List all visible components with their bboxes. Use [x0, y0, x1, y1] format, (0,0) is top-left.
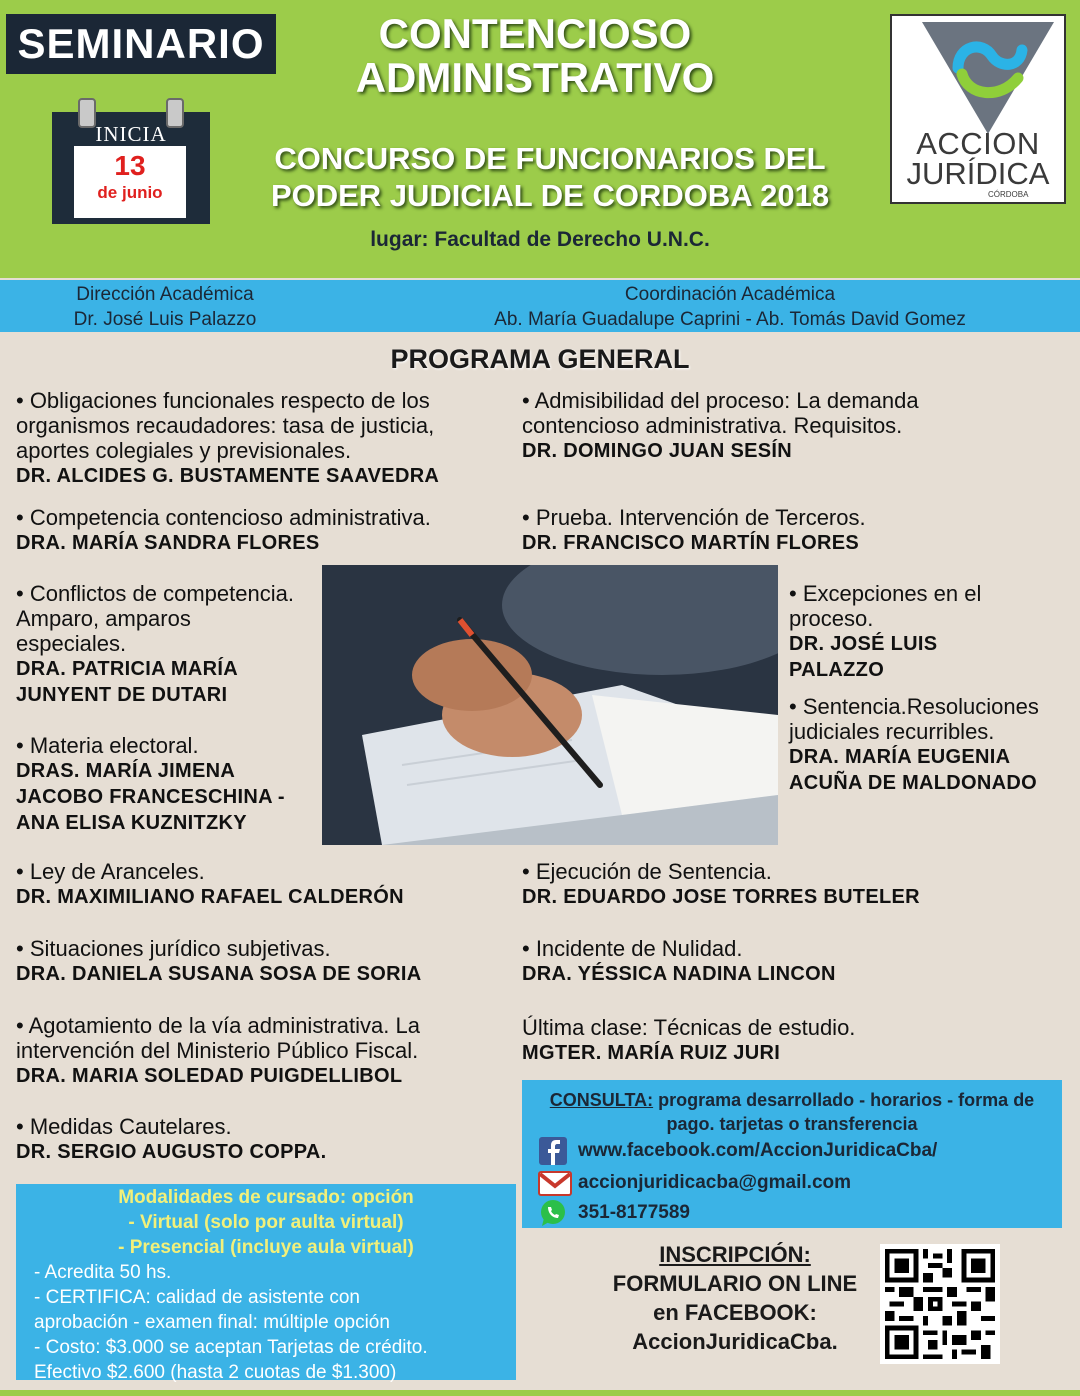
logo-text-accion: ACCION — [916, 126, 1040, 161]
calendar-day: 13 — [114, 150, 146, 181]
direccion-academica — [50, 282, 280, 332]
program-item — [16, 859, 506, 910]
item-speaker: DR. JOSÉ LUIS PALAZZO — [789, 633, 938, 681]
item-speaker: DRA. MARÍA SANDRA FLORES — [16, 532, 320, 554]
program-item — [522, 1015, 1002, 1066]
program-item — [789, 581, 1009, 683]
modalidades-title: Modalidades de cursado: opción — [118, 1187, 414, 1208]
item-topic: • Incidente de Nulidad. — [522, 936, 743, 961]
item-speaker: DR. DOMINGO JUAN SESÍN — [522, 440, 792, 462]
item-speaker: DR. MAXIMILIANO RAFAEL CALDERÓN — [16, 886, 404, 908]
consulta-label: CONSULTA: — [549, 1090, 654, 1110]
item-topic: • Ley de Aranceles. — [16, 859, 205, 884]
header-banner — [0, 0, 1080, 278]
item-topic: • Obligaciones funcionales respecto de los organismos recaudadores: tasa de justicia, aportes colegiales y previsionales. — [16, 388, 435, 463]
logo-text-juridica: JURÍDICA — [906, 156, 1050, 191]
item-speaker: MGTER. MARÍA RUIZ JURI — [522, 1042, 781, 1064]
calendar-page — [74, 146, 186, 218]
accion-juridica-logo — [890, 14, 1066, 204]
modalidades-certifica: - CERTIFICA: calidad de asistente con — [34, 1287, 360, 1308]
academic-band — [0, 280, 1080, 332]
inscripcion-line2: en FACEBOOK: — [653, 1300, 817, 1325]
item-topic: • Sentencia.Resoluciones judiciales recurribles. — [789, 694, 1039, 744]
direccion-title: Dirección Académica — [76, 284, 254, 305]
item-speaker: DRA. MARIA SOLEDAD PUIGDELLIBOL — [16, 1065, 403, 1087]
item-topic: • Situaciones jurídico subjetivas. — [16, 936, 331, 961]
modalidades-aprobacion: aprobación - examen final: múltiple opción — [34, 1312, 390, 1333]
item-speaker: DRA. DANIELA SUSANA SOSA DE SORIA — [16, 963, 422, 985]
program-item — [522, 936, 1002, 987]
program-item — [16, 1013, 496, 1089]
direccion-name: Dr. José Luis Palazzo — [73, 309, 257, 330]
item-topic: • Admisibilidad del proceso: La demanda contencioso administrativa. Requisitos. — [522, 388, 919, 438]
item-speaker: DR. ALCIDES G. BUSTAMENTE SAAVEDRA — [16, 465, 440, 487]
modalidades-acredita: - Acredita 50 hs. — [34, 1262, 172, 1283]
writing-photo — [322, 565, 778, 845]
inscripcion — [590, 1240, 880, 1356]
qr-code-icon — [880, 1244, 1000, 1364]
program-item — [16, 1114, 506, 1165]
item-topic: • Prueba. Intervención de Terceros. — [522, 505, 866, 530]
subtitle-line2: PODER JUDICIAL DE CORDOBA 2018 — [270, 178, 830, 213]
main-title-line2: ADMINISTRATIVO — [355, 54, 715, 101]
program-item — [16, 936, 506, 987]
bottom-divider — [0, 1390, 1080, 1396]
item-topic: • Agotamiento de la vía administrativa. La intervención del Ministerio Público Fiscal. — [16, 1013, 420, 1063]
program-item — [522, 505, 992, 556]
inscripcion-title: INSCRIPCIÓN: — [659, 1242, 811, 1267]
inscripcion-line1: FORMULARIO ON LINE — [612, 1271, 858, 1296]
item-topic: • Ejecución de Sentencia. — [522, 859, 772, 884]
photo-illustration — [322, 565, 778, 845]
item-speaker: DR. FRANCISCO MARTÍN FLORES — [522, 532, 859, 554]
consulta-box — [522, 1080, 1062, 1228]
program-item — [16, 581, 306, 708]
facebook-url[interactable]: www.facebook.com/AccionJuridicaCba/ — [578, 1140, 938, 1161]
item-speaker: DRAS. MARÍA JIMENA JACOBO FRANCESCHINA - ANA ELISA KUZNITZKY — [16, 760, 285, 834]
calendar-inicia: INICIA — [95, 122, 167, 146]
email-address[interactable]: accionjuridicacba@gmail.com — [578, 1172, 852, 1193]
coordinacion-title: Coordinación Académica — [624, 284, 836, 305]
facebook-icon — [538, 1137, 568, 1165]
modalidades-box — [16, 1184, 516, 1383]
whatsapp-icon — [538, 1199, 568, 1227]
mail-icon — [538, 1169, 568, 1197]
item-topic: • Competencia contencioso administrativa. — [16, 505, 431, 530]
program-item — [522, 388, 992, 464]
phone-link[interactable] — [538, 1198, 690, 1228]
modalidades-costo: - Costo: $3.000 se aceptan Tarjetas de crédito. — [34, 1337, 428, 1358]
item-speaker: DR. EDUARDO JOSE TORRES BUTELER — [522, 886, 920, 908]
venue: lugar: Facultad de Derecho U.N.C. — [370, 228, 710, 251]
seminario-badge: SEMINARIO — [6, 14, 276, 74]
modalidades-content — [16, 1184, 516, 1385]
item-topic: • Excepciones en el proceso. — [789, 581, 982, 631]
modalidades-efectivo: Efectivo $2.600 (hasta 2 cuotas de $1.300) — [34, 1362, 397, 1383]
item-speaker: DRA. PATRICIA MARÍA JUNYENT DE DUTARI — [16, 658, 238, 706]
item-speaker: DRA. MARÍA EUGENIA ACUÑA DE MALDONADO — [789, 746, 1037, 794]
coordinacion-academica — [420, 282, 1040, 332]
calendar-icon — [52, 112, 210, 224]
modalidades-presencial: - Presencial (incluye aula virtual) — [118, 1237, 414, 1258]
subtitle — [220, 140, 880, 214]
main-title — [300, 12, 770, 100]
logo-text-cordoba: CÓRDOBA — [988, 190, 1029, 199]
qr-code[interactable] — [880, 1244, 1000, 1364]
program-item — [789, 694, 1074, 796]
inscripcion-line3: AccionJuridicaCba. — [632, 1329, 838, 1354]
program-item — [16, 505, 506, 556]
item-topic: • Materia electoral. — [16, 733, 199, 758]
subtitle-line1: CONCURSO DE FUNCIONARIOS DEL — [274, 141, 826, 176]
consulta-text: programa desarrollado - horarios - forma de pago. tarjetas o transferencia — [653, 1090, 1035, 1134]
phone-number[interactable]: 351-8177589 — [578, 1202, 690, 1223]
coordinacion-names: Ab. María Guadalupe Caprini - Ab. Tomás David Gomez — [494, 309, 966, 330]
item-speaker: DR. SERGIO AUGUSTO COPPA. — [16, 1141, 327, 1163]
program-item — [16, 733, 321, 836]
item-speaker: DRA. YÉSSICA NADINA LINCON — [522, 963, 836, 985]
main-title-line1: CONTENCIOSO — [378, 10, 692, 57]
item-topic: • Conflictos de competencia. Amparo, amparos especiales. — [16, 581, 294, 656]
program-title: PROGRAMA GENERAL — [390, 344, 690, 374]
modalidades-virtual: - Virtual (solo por aulta virtual) — [128, 1212, 404, 1233]
email-link[interactable] — [538, 1168, 851, 1198]
calendar-month: de junio — [97, 183, 163, 202]
program-item — [522, 859, 1002, 910]
item-topic: Última clase: Técnicas de estudio. — [522, 1015, 856, 1040]
facebook-link[interactable] — [538, 1136, 937, 1166]
item-topic: • Medidas Cautelares. — [16, 1114, 232, 1139]
consulta-lead — [528, 1088, 1056, 1136]
program-item — [16, 388, 496, 489]
